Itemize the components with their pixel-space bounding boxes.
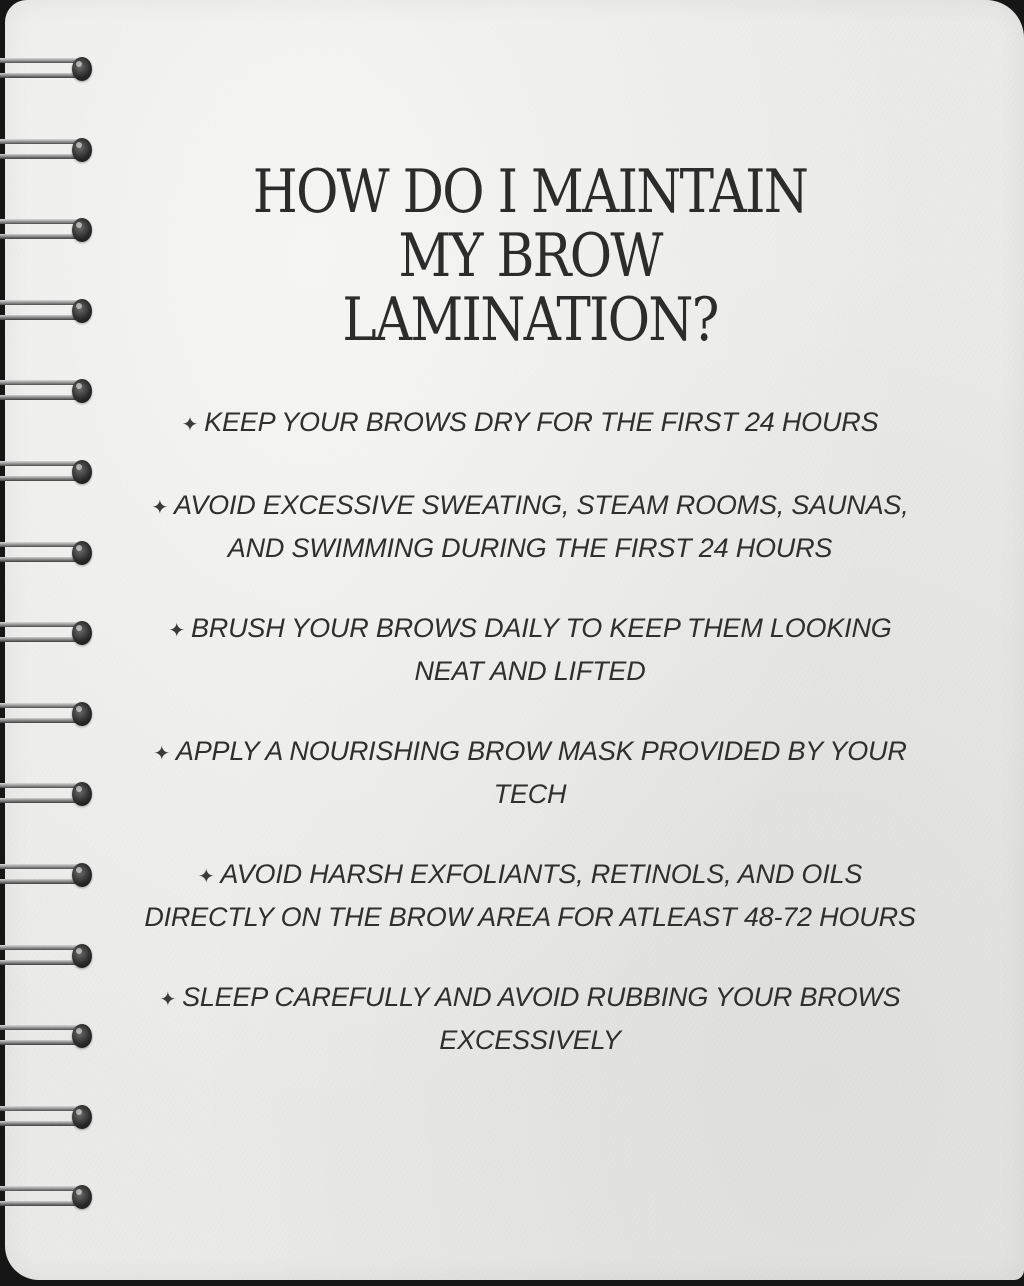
- binding-ring: [0, 617, 96, 649]
- spiral-binding: [0, 0, 110, 1286]
- sparkle-icon: ✦: [197, 866, 215, 888]
- binding-ring: [0, 778, 96, 810]
- page-title: [186, 157, 874, 355]
- tip-text: SLEEP CAREFULLY AND AVOID RUBBING YOUR BROWS EXCESSIVELY: [182, 982, 901, 1055]
- sparkle-icon: ✦: [181, 414, 199, 436]
- binding-ring: [0, 940, 96, 972]
- binding-ring: [0, 1181, 96, 1213]
- sparkle-icon: ✦: [153, 743, 170, 765]
- tip-text: AVOID EXCESSIVE SWEATING, STEAM ROOMS, SAUNAS, AND SWIMMING DURING THE FIRST 24 HOURS: [174, 490, 909, 563]
- binding-ring: [0, 537, 96, 569]
- binding-ring: [0, 134, 96, 166]
- tip-item: [140, 402, 920, 445]
- tips-list: [140, 402, 920, 1100]
- tip-text: APPLY A NOURISHING BROW MASK PROVIDED BY YOUR TECH: [175, 736, 907, 809]
- binding-ring: [0, 214, 96, 246]
- binding-ring: [0, 1101, 96, 1133]
- title-line-2: MY BROW: [398, 221, 662, 291]
- binding-ring: [0, 456, 96, 488]
- tip-item: [140, 731, 920, 814]
- tip-text: KEEP YOUR BROWS DRY FOR THE FIRST 24 HOURS: [204, 407, 879, 437]
- binding-ring: [0, 1020, 96, 1052]
- title-line-1: HOW DO I MAINTAIN: [252, 157, 808, 227]
- sparkle-icon: ✦: [168, 620, 185, 642]
- sparkle-icon: ✦: [159, 989, 177, 1011]
- tip-item: [140, 977, 920, 1060]
- title-line-3: LAMINATION?: [342, 285, 718, 355]
- binding-ring: [0, 859, 96, 891]
- tip-item: [140, 854, 920, 937]
- tip-text: BRUSH YOUR BROWS DAILY TO KEEP THEM LOOKING NEAT AND LIFTED: [190, 613, 892, 686]
- tip-text: AVOID HARSH EXFOLIANTS, RETINOLS, AND OILS DIRECTLY ON THE BROW AREA FOR ATLEAST 48-72 HOURS: [144, 859, 916, 932]
- binding-ring: [0, 53, 96, 85]
- binding-ring: [0, 295, 96, 327]
- binding-ring: [0, 698, 96, 730]
- binding-ring: [0, 375, 96, 407]
- tip-item: [140, 485, 920, 568]
- sparkle-icon: ✦: [151, 497, 169, 519]
- tip-item: [140, 608, 920, 691]
